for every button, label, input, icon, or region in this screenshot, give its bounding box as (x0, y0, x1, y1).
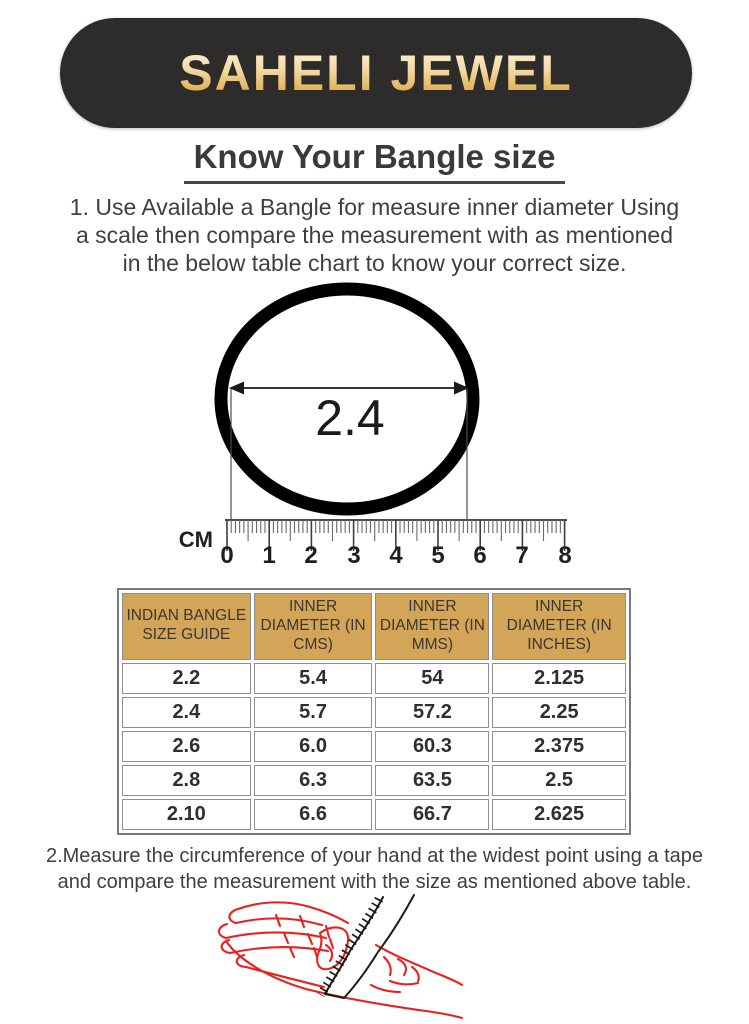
table-cell: 60.3 (375, 731, 489, 762)
table-row (122, 765, 626, 796)
step1-instructions (0, 193, 749, 277)
step1-line: in the below table chart to know your correct size. (122, 250, 627, 276)
table-cell: 2.6 (122, 731, 251, 762)
step1-line: a scale then compare the measurement with as mentioned (75, 222, 674, 248)
table-cell: 66.7 (375, 799, 489, 830)
ruler-number: 2 (304, 542, 318, 569)
step1-line: 1. Use Available a Bangle for measure inner diameter Using (69, 194, 680, 220)
table-cell: 5.4 (254, 663, 373, 694)
brand-logo-pill (60, 18, 692, 128)
table-cell: 2.10 (122, 799, 251, 830)
step2-instructions (0, 843, 749, 895)
ruler-number: 5 (431, 542, 445, 569)
step2-line: and compare the measurement with the size as mentioned above table. (57, 871, 692, 893)
measuring-tape (321, 895, 414, 998)
table-cell: 6.6 (254, 799, 373, 830)
table-cell: 2.25 (492, 697, 626, 728)
table-cell: 6.3 (254, 765, 373, 796)
table-row (122, 663, 626, 694)
table-cell: 5.7 (254, 697, 373, 728)
table-cell: 2.625 (492, 799, 626, 830)
header-cell: INDIAN BANGLE SIZE GUIDE (122, 593, 251, 660)
table-cell: 54 (375, 663, 489, 694)
ruler-number: 1 (262, 542, 276, 569)
table-cell: 2.125 (492, 663, 626, 694)
table-cell: 2.8 (122, 765, 251, 796)
ruler-unit-label: CM (178, 527, 213, 552)
table-row (122, 731, 626, 762)
header-cell: INNER DIAMETER (IN MMS) (375, 593, 489, 660)
page-title-text: Know Your Bangle size (184, 138, 566, 184)
hand-outline (219, 902, 462, 1018)
hand-illustration (208, 893, 468, 1024)
ruler-number: 8 (558, 542, 572, 569)
ruler-number: 6 (473, 542, 487, 569)
ruler-number: 4 (389, 542, 403, 569)
step2-line: 2.Measure the circumference of your hand at the widest point using a tape (45, 845, 704, 867)
table-row (122, 697, 626, 728)
page-title (0, 138, 749, 184)
table-cell: 2.5 (492, 765, 626, 796)
header-cell: INNER DIAMETER (IN CMS) (254, 593, 373, 660)
size-table (117, 588, 631, 835)
table-cell: 63.5 (375, 765, 489, 796)
diameter-value-label: 2.4 (315, 390, 385, 446)
ruler-number-labels (220, 542, 571, 569)
table-row (122, 799, 626, 830)
ruler-number: 0 (220, 542, 234, 569)
table-header-row (122, 593, 626, 660)
table-cell: 6.0 (254, 731, 373, 762)
ruler-number: 7 (515, 542, 529, 569)
table-cell: 2.4 (122, 697, 251, 728)
table-cell: 57.2 (375, 697, 489, 728)
bangle-measurement-diagram (0, 275, 749, 575)
table-cell: 2.375 (492, 731, 626, 762)
header-cell: INNER DIAMETER (IN INCHES) (492, 593, 626, 660)
brand-logo-text: SAHELI JEWEL (179, 45, 573, 101)
table-cell: 2.2 (122, 663, 251, 694)
ruler-number: 3 (347, 542, 361, 569)
